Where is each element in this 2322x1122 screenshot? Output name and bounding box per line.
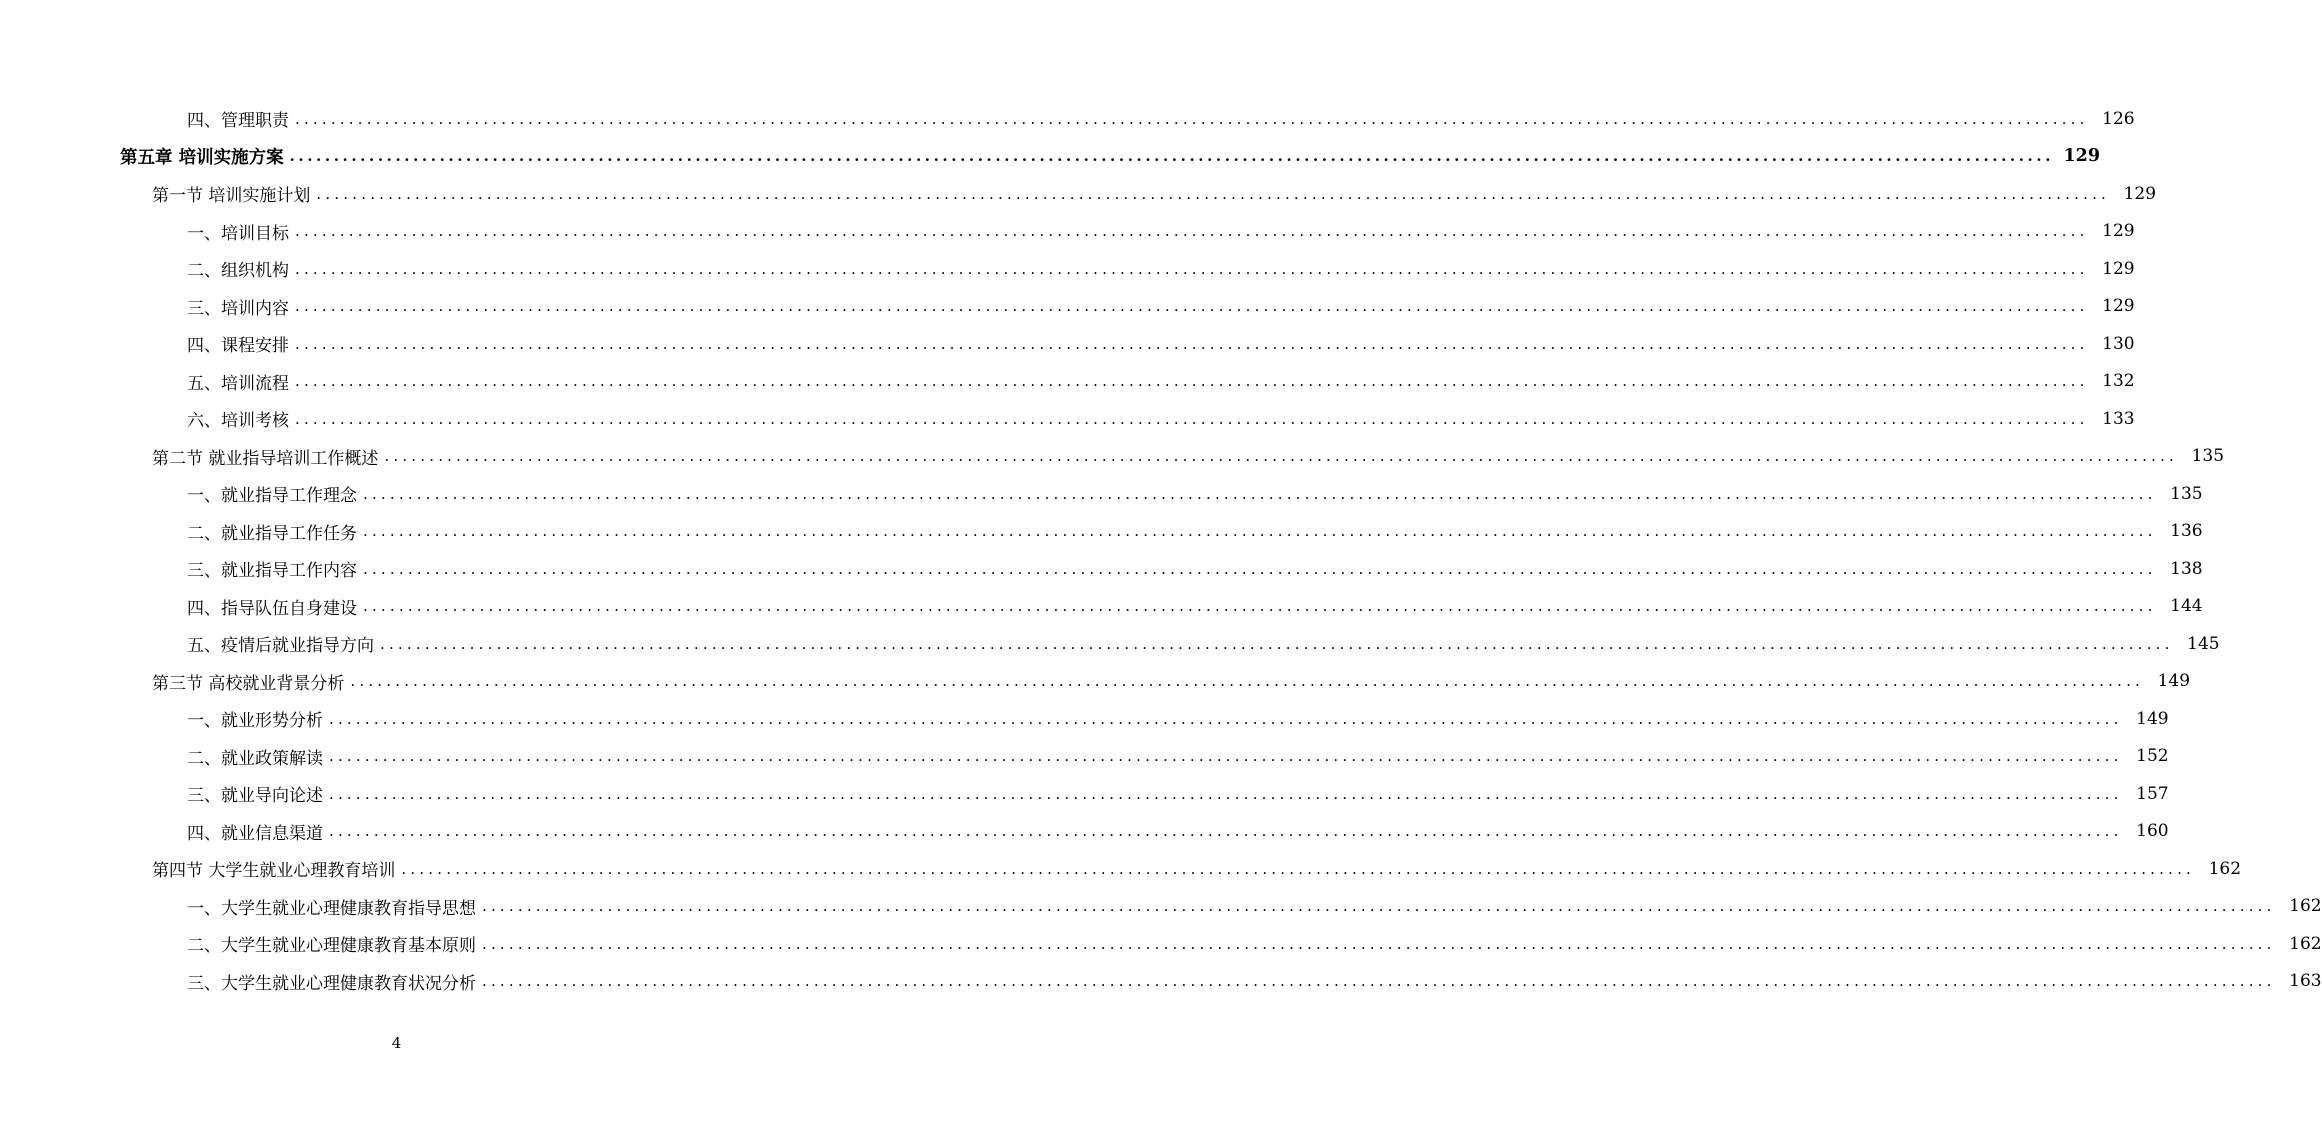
toc-dot-leader: ........................................................................................................................................................................................................ bbox=[329, 709, 2123, 728]
toc-subsection-entry[interactable] bbox=[0, 475, 2203, 513]
toc-dot-leader: ........................................................................................................................................................................................................ bbox=[363, 522, 2157, 541]
toc-subsection-entry[interactable] bbox=[0, 325, 2135, 363]
toc-entry-page: 129 bbox=[2123, 183, 2157, 204]
toc-subsection-entry[interactable] bbox=[0, 588, 2203, 626]
toc-entry-title: 六、培训考核 bbox=[187, 411, 289, 432]
toc-dot-leader: ........................................................................................................................................................................................................ bbox=[289, 147, 2055, 166]
toc-chapter-entry[interactable] bbox=[0, 138, 2101, 176]
toc-entry-title: 三、就业指导工作内容 bbox=[187, 561, 357, 582]
toc-entry-title: 五、疫情后就业指导方向 bbox=[187, 636, 374, 657]
toc-subsection-entry[interactable] bbox=[0, 963, 2322, 1001]
toc-dot-leader: ........................................................................................................................................................................................................ bbox=[384, 447, 2179, 466]
toc-dot-leader: ........................................................................................................................................................................................................ bbox=[295, 222, 2089, 241]
toc-section-entry[interactable] bbox=[0, 438, 2225, 476]
toc-subsection-entry[interactable] bbox=[0, 888, 2322, 926]
toc-dot-leader: ........................................................................................................................................................................................................ bbox=[482, 897, 2276, 916]
toc-entry-page: 136 bbox=[2170, 521, 2203, 542]
toc-subsection-entry[interactable] bbox=[0, 513, 2203, 551]
toc-entry-title: 二、组织机构 bbox=[187, 261, 289, 282]
toc-entry-page: 129 bbox=[2102, 296, 2135, 317]
toc-entry-title: 四、管理职责 bbox=[187, 111, 289, 132]
toc-entry-title: 一、就业指导工作理念 bbox=[187, 486, 357, 507]
toc-dot-leader: ........................................................................................................................................................................................................ bbox=[295, 334, 2089, 353]
toc-subsection-entry[interactable] bbox=[0, 288, 2135, 326]
toc-dot-leader: ........................................................................................................................................................................................................ bbox=[482, 972, 2276, 991]
toc-entry-page: 149 bbox=[2157, 671, 2191, 692]
toc-entry-page: 157 bbox=[2136, 783, 2169, 804]
toc-entry-page: 129 bbox=[2063, 146, 2101, 167]
toc-entry-title: 三、大学生就业心理健康教育状况分析 bbox=[187, 973, 476, 994]
toc-dot-leader: ........................................................................................................................................................................................................ bbox=[363, 484, 2157, 503]
toc-entry-title: 三、培训内容 bbox=[187, 298, 289, 319]
toc-entry-title: 第五章 培训实施方案 bbox=[120, 147, 284, 168]
toc-entry-page: 162 bbox=[2289, 933, 2322, 954]
toc-entry-page: 135 bbox=[2191, 446, 2225, 467]
toc-dot-leader: ........................................................................................................................................................................................................ bbox=[350, 672, 2145, 691]
toc-subsection-entry[interactable] bbox=[0, 250, 2135, 288]
toc-entry-title: 一、培训目标 bbox=[187, 223, 289, 244]
toc-subsection-entry[interactable] bbox=[0, 625, 2220, 663]
toc-entry-title: 五、培训流程 bbox=[187, 373, 289, 394]
toc-entry-title: 一、就业形势分析 bbox=[187, 711, 323, 732]
toc-entry-title: 第四节 大学生就业心理教育培训 bbox=[152, 861, 396, 882]
toc-entry-title: 四、就业信息渠道 bbox=[187, 823, 323, 844]
toc-entry-page: 133 bbox=[2102, 408, 2135, 429]
toc-dot-leader: ........................................................................................................................................................................................................ bbox=[363, 559, 2157, 578]
toc-entry-title: 一、大学生就业心理健康教育指导思想 bbox=[187, 898, 476, 919]
toc-dot-leader: ........................................................................................................................................................................................................ bbox=[329, 784, 2123, 803]
toc-entry-page: 129 bbox=[2102, 221, 2135, 242]
toc-dot-leader: ........................................................................................................................................................................................................ bbox=[295, 109, 2089, 128]
toc-subsection-entry[interactable] bbox=[0, 700, 2169, 738]
toc-subsection-entry[interactable] bbox=[0, 550, 2203, 588]
toc-subsection-entry[interactable] bbox=[0, 813, 2169, 851]
toc-entry-page: 152 bbox=[2136, 746, 2169, 767]
toc-dot-leader: ........................................................................................................................................................................................................ bbox=[329, 822, 2123, 841]
toc-dot-leader: ........................................................................................................................................................................................................ bbox=[401, 859, 2196, 878]
toc-entry-page: 132 bbox=[2102, 371, 2135, 392]
toc-entry-page: 138 bbox=[2170, 558, 2203, 579]
toc-dot-leader: ........................................................................................................................................................................................................ bbox=[329, 747, 2123, 766]
toc-entry-title: 二、就业政策解读 bbox=[187, 748, 323, 769]
toc-entry-title: 四、课程安排 bbox=[187, 336, 289, 357]
toc-entry-title: 二、大学生就业心理健康教育基本原则 bbox=[187, 936, 476, 957]
toc-entry-page: 163 bbox=[2289, 971, 2322, 992]
toc-subsection-entry[interactable] bbox=[0, 400, 2135, 438]
toc-section-entry[interactable] bbox=[0, 663, 2191, 701]
toc-entry-page: 126 bbox=[2102, 108, 2135, 129]
toc-entry-page: 145 bbox=[2187, 633, 2220, 654]
page-number: 4 bbox=[391, 1034, 402, 1052]
toc-entry-page: 135 bbox=[2170, 483, 2203, 504]
toc-entry-page: 162 bbox=[2289, 896, 2322, 917]
toc-entry-title: 二、就业指导工作任务 bbox=[187, 523, 357, 544]
toc-subsection-entry[interactable] bbox=[0, 738, 2169, 776]
toc-dot-leader: ........................................................................................................................................................................................................ bbox=[482, 934, 2276, 953]
toc-dot-leader: ........................................................................................................................................................................................................ bbox=[295, 259, 2089, 278]
toc-dot-leader: ........................................................................................................................................................................................................ bbox=[295, 297, 2089, 316]
toc-section-entry[interactable] bbox=[0, 175, 2157, 213]
toc-entry-title: 第一节 培训实施计划 bbox=[152, 186, 311, 207]
toc-entry-title: 第三节 高校就业背景分析 bbox=[152, 673, 345, 694]
toc-dot-leader: ........................................................................................................................................................................................................ bbox=[295, 409, 2089, 428]
toc-entry-page: 149 bbox=[2136, 708, 2169, 729]
toc-entry-page: 162 bbox=[2208, 858, 2242, 879]
toc-dot-leader: ........................................................................................................................................................................................................ bbox=[380, 634, 2174, 653]
toc-entry-title: 三、就业导向论述 bbox=[187, 786, 323, 807]
toc-dot-leader: ........................................................................................................................................................................................................ bbox=[295, 372, 2089, 391]
toc-entry-title: 四、指导队伍自身建设 bbox=[187, 598, 357, 619]
toc-dot-leader: ........................................................................................................................................................................................................ bbox=[363, 597, 2157, 616]
toc-entry-title: 第二节 就业指导培训工作概述 bbox=[152, 448, 379, 469]
table-of-contents bbox=[0, 100, 2322, 1000]
toc-subsection-entry[interactable] bbox=[0, 775, 2169, 813]
toc-section-entry[interactable] bbox=[0, 850, 2242, 888]
toc-subsection-entry[interactable] bbox=[0, 363, 2135, 401]
toc-entry-page: 160 bbox=[2136, 821, 2169, 842]
toc-subsection-entry[interactable] bbox=[0, 213, 2135, 251]
toc-dot-leader: ........................................................................................................................................................................................................ bbox=[316, 184, 2111, 203]
toc-entry-page: 129 bbox=[2102, 258, 2135, 279]
toc-subsection-entry[interactable] bbox=[0, 925, 2322, 963]
toc-subsection-entry[interactable] bbox=[0, 100, 2135, 138]
toc-entry-page: 144 bbox=[2170, 596, 2203, 617]
toc-entry-page: 130 bbox=[2102, 333, 2135, 354]
